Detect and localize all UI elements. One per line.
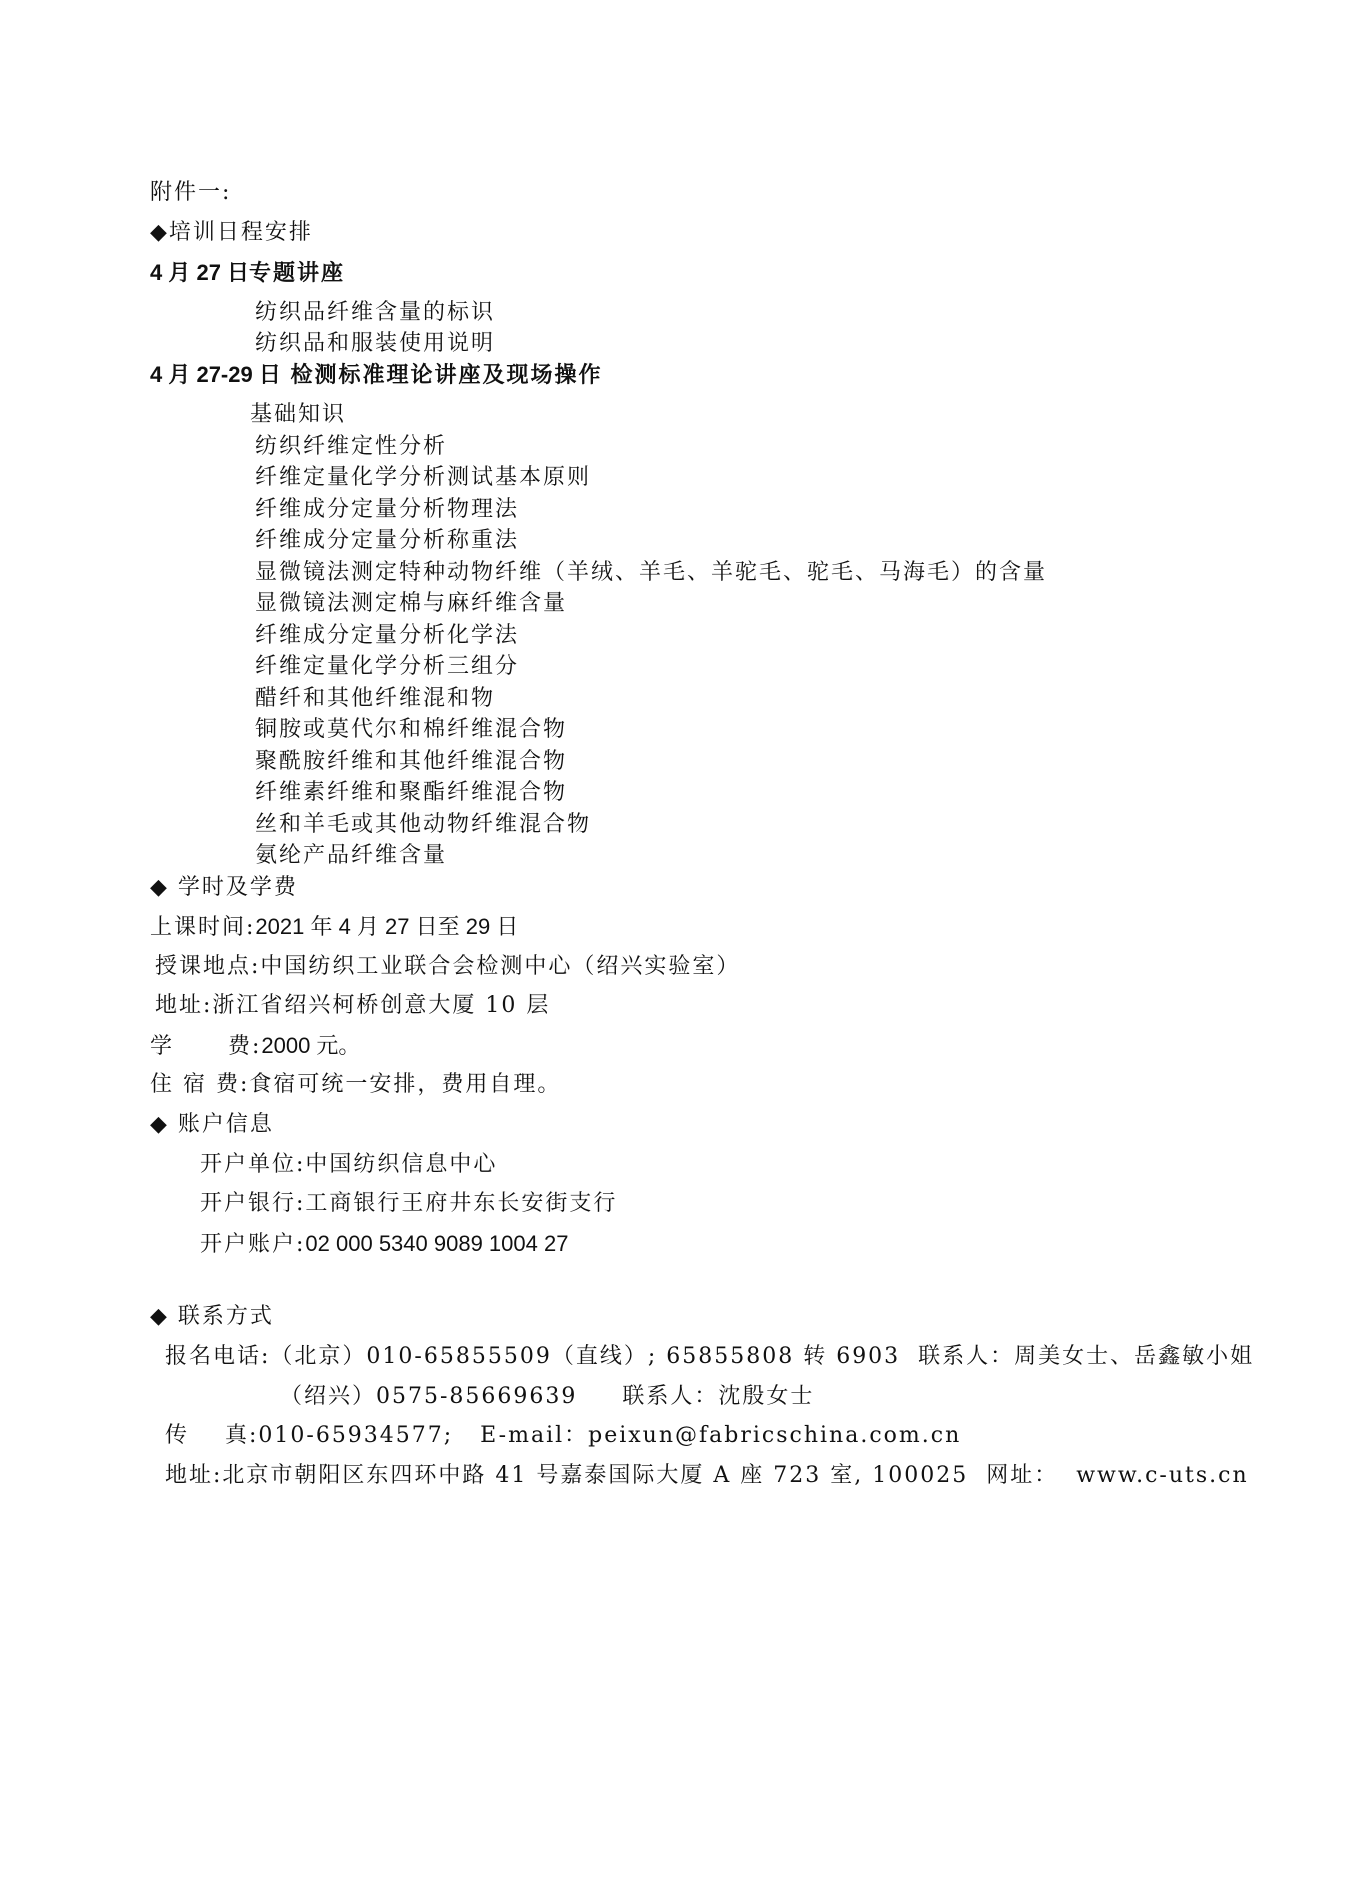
account-heading: ◆ 账户信息 [150,1112,274,1137]
session2-item: 基础知识 [250,402,347,427]
session2-date: 4 月 27-29 日 [150,362,281,387]
session2-item: 显微镜法测定特种动物纤维（羊绒、羊毛、羊驼毛、驼毛、马海毛）的含量 [255,560,1048,585]
class-address [155,995,550,1017]
session2-item: 氨纶产品纤维含量 [255,843,448,868]
session1-title: 专题讲座 [249,260,346,286]
session2-item: 醋纤和其他纤维混和物 [255,686,496,711]
class-address-label: 地址: [155,993,213,1018]
account-number-value: 02 000 5340 9089 1004 27 [305,1231,569,1256]
attachment-label: 附件一: [150,180,232,205]
session2-item: 聚酰胺纤维和其他纤维混合物 [255,749,568,774]
session1-item: 纺织品纤维含量的标识 [255,300,496,325]
tuition-value: 2000 元。 [261,1033,361,1058]
account-bank-value: 工商银行王府井东长安街支行 [305,1191,618,1216]
session2-item: 丝和羊毛或其他动物纤维混合物 [255,812,592,837]
session2-item: 铜胺或莫代尔和棉纤维混合物 [255,717,568,742]
lodging-value: 食宿可统一安排，费用自理。 [249,1072,562,1097]
contact-phone-label: 报名电话: [165,1344,271,1369]
class-location-label: 授课地点: [155,954,261,979]
session2-title: 检测标准理论讲座及现场操作 [290,362,603,388]
contact-fax [165,1425,961,1447]
tuition-label: 学 费: [150,1034,262,1059]
account-unit-label: 开户单位: [200,1152,306,1177]
class-address-value: 浙江省绍兴柯桥创意大厦 10 层 [212,993,551,1018]
contact-phone-line1: （北京）010-65855509（直线）; 65855808 转 6903 联系人：周美女士、岳鑫敏小姐 [270,1344,1255,1369]
account-number-label: 开户账户: [200,1232,306,1257]
lodging-label: 住 宿 费: [150,1072,250,1097]
account-bank [200,1193,617,1215]
session2-item: 纤维定量化学分析三组分 [255,654,520,679]
contact-fax-value: 010-65934577; E-mail：peixun@fabricschina.com.cn [258,1423,962,1448]
session2-heading [150,364,603,386]
session2-item: 纤维成分定量分析称重法 [255,528,520,553]
session1-item: 纺织品和服装使用说明 [255,331,496,356]
class-time-value: 2021 年 4 月 27 日至 29 日 [255,914,519,939]
class-location [155,956,740,978]
class-location-value: 中国纺织工业联合会检测中心（绍兴实验室） [260,954,741,979]
account-bank-label: 开户银行: [200,1191,306,1216]
fees-heading: ◆ 学时及学费 [150,875,298,900]
session2-item: 纤维成分定量分析化学法 [255,623,520,648]
session1-heading [150,262,345,284]
session2-item: 纤维成分定量分析物理法 [255,497,520,522]
class-time-label: 上课时间: [150,915,256,940]
lodging [150,1074,561,1096]
session2-item: 纤维素纤维和聚酯纤维混合物 [255,780,568,805]
session2-item: 纺织纤维定性分析 [255,434,448,459]
contact-phone [165,1346,1254,1368]
contact-heading: ◆ 联系方式 [150,1304,274,1329]
session2-item: 纤维定量化学分析测试基本原则 [255,465,592,490]
tuition [150,1035,360,1058]
account-unit [200,1154,497,1176]
class-time [150,916,518,939]
schedule-heading: ◆培训日程安排 [150,220,313,245]
account-unit-value: 中国纺织信息中心 [305,1152,498,1177]
contact-phone-line2: （绍兴）0575-85669639 联系人：沈殷女士 [280,1384,815,1409]
session2-item: 显微镜法测定棉与麻纤维含量 [255,591,568,616]
session1-date: 4 月 27 日 [150,260,250,285]
contact-fax-label: 传 真: [165,1423,259,1448]
account-number [200,1233,568,1256]
contact-address-value: 北京市朝阳区东四环中路 41 号嘉泰国际大厦 A 座 723 室, 100025 网址： www.c-uts.cn [222,1463,1249,1488]
contact-address [165,1465,1249,1487]
contact-address-label: 地址: [165,1463,223,1488]
